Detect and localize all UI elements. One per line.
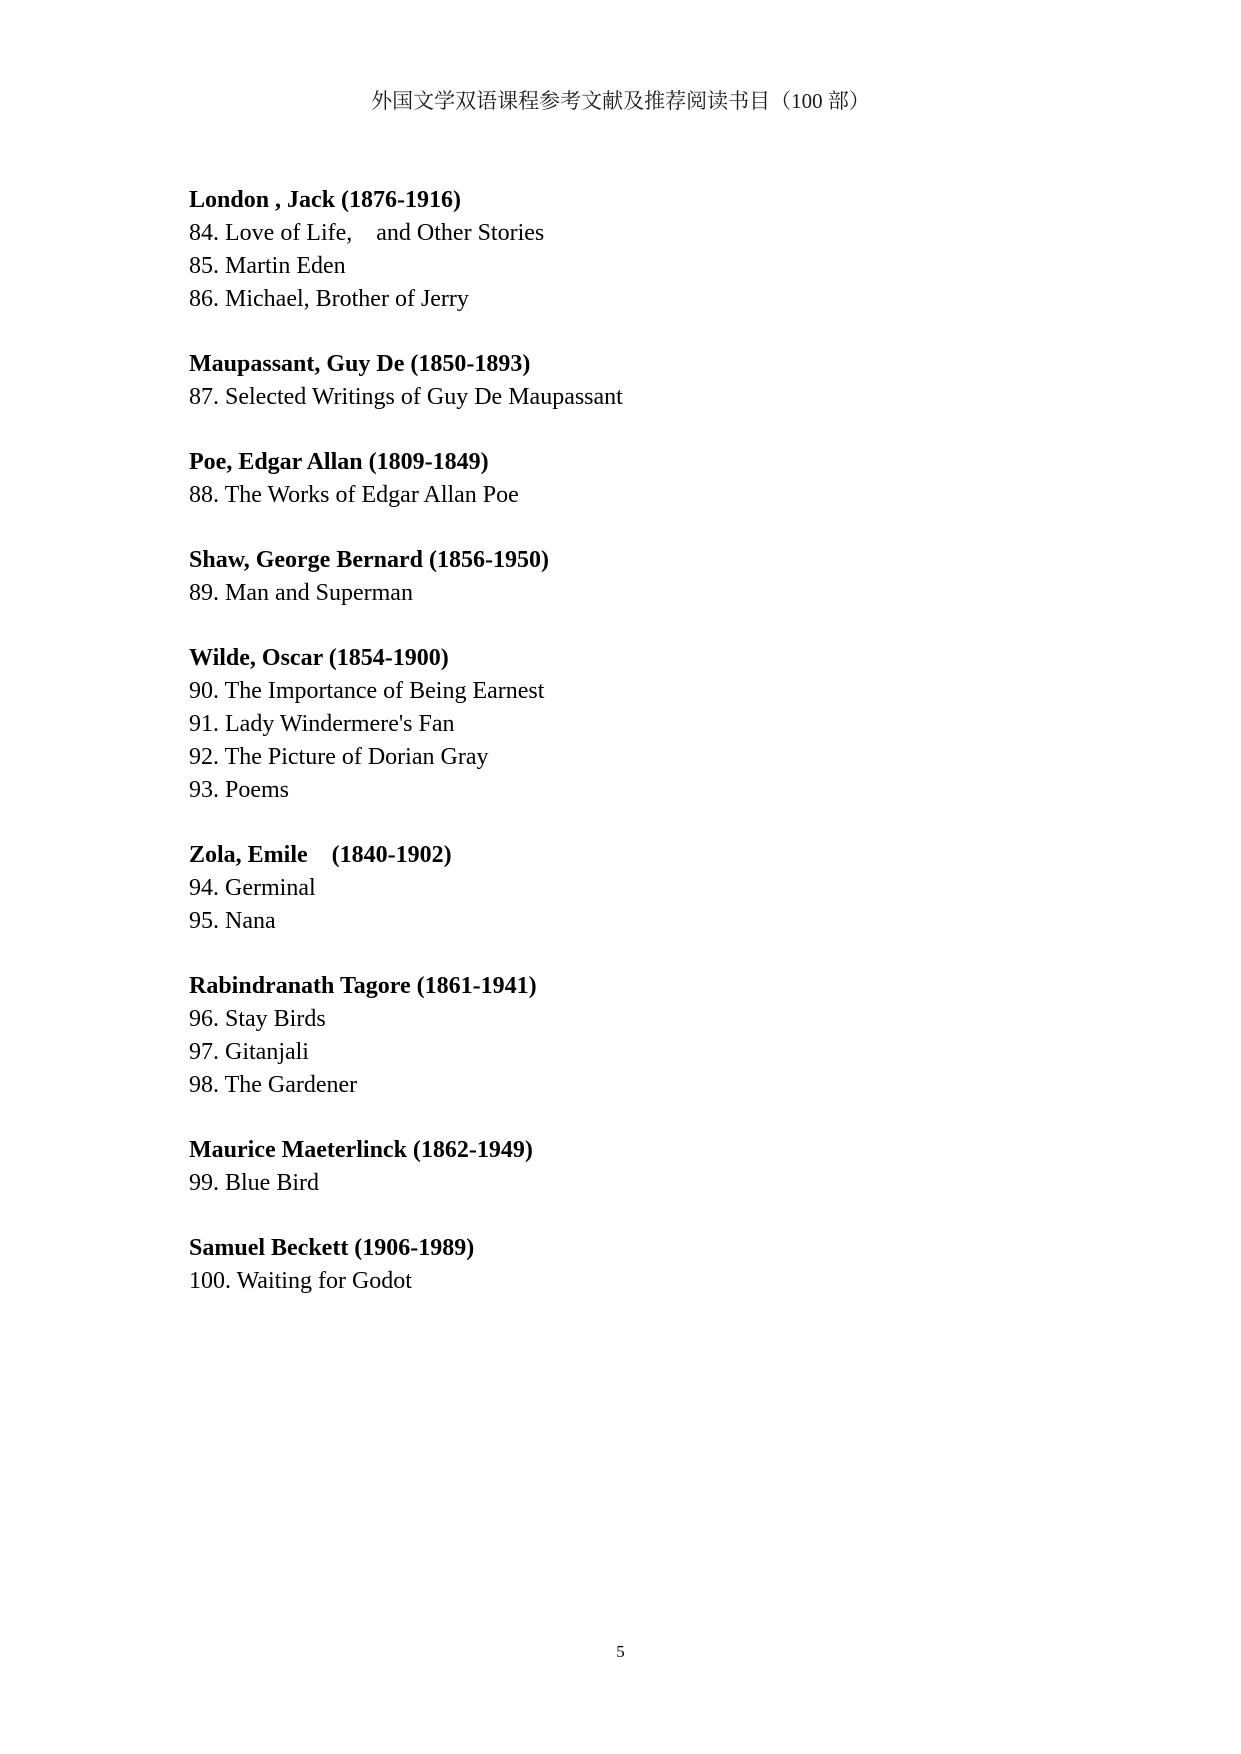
page-header: 外国文学双语课程参考文献及推荐阅读书目（100 部） (371, 89, 870, 113)
work-item: 91. Lady Windermere's Fan (189, 711, 455, 737)
author-heading: Poe, Edgar Allan (1809-1849) (189, 449, 489, 475)
reading-list (189, 184, 1089, 1330)
work-item: 90. The Importance of Being Earnest (189, 678, 545, 704)
work-item: 100. Waiting for Godot (189, 1268, 412, 1294)
author-group-tagore (189, 970, 1089, 1102)
work-item: 98. The Gardener (189, 1072, 358, 1098)
author-group-zola (189, 839, 1089, 938)
work-item: 94. Germinal (189, 875, 316, 901)
author-group-shaw (189, 544, 1089, 610)
work-item: 88. The Works of Edgar Allan Poe (189, 482, 519, 508)
author-heading: Maupassant, Guy De (1850-1893) (189, 351, 531, 377)
author-group-wilde (189, 642, 1089, 807)
author-heading: Rabindranath Tagore (1861-1941) (189, 973, 537, 999)
work-item: 85. Martin Eden (189, 253, 346, 279)
work-item: 92. The Picture of Dorian Gray (189, 744, 489, 770)
author-heading: Maurice Maeterlinck (1862-1949) (189, 1137, 533, 1163)
author-group-beckett (189, 1232, 1089, 1298)
work-item: 95. Nana (189, 908, 276, 934)
work-item: 84. Love of Life, and Other Stories (189, 220, 545, 246)
author-group-london (189, 184, 1089, 316)
author-heading: Shaw, George Bernard (1856-1950) (189, 547, 549, 573)
work-item: 89. Man and Superman (189, 580, 413, 606)
author-heading: Wilde, Oscar (1854-1900) (189, 645, 449, 671)
work-item: 87. Selected Writings of Guy De Maupassant (189, 384, 623, 410)
author-heading: London , Jack (1876-1916) (189, 187, 462, 213)
author-group-maeterlinck (189, 1134, 1089, 1200)
work-item: 99. Blue Bird (189, 1170, 319, 1196)
work-item: 86. Michael, Brother of Jerry (189, 286, 469, 312)
author-heading: Zola, Emile (1840-1902) (189, 842, 452, 868)
author-heading: Samuel Beckett (1906-1989) (189, 1235, 475, 1261)
work-item: 97. Gitanjali (189, 1039, 309, 1065)
author-group-poe (189, 446, 1089, 512)
work-item: 96. Stay Birds (189, 1006, 326, 1032)
page-number: 5 (616, 1642, 625, 1661)
work-item: 93. Poems (189, 777, 290, 803)
author-group-maupassant (189, 348, 1089, 414)
